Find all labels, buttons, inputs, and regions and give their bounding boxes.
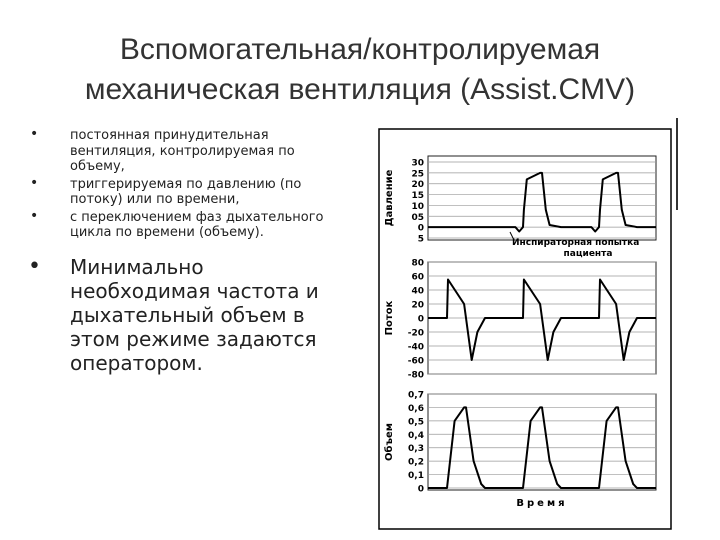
bullet-item-main: [26, 255, 326, 375]
tick-label-volume: 0,7: [408, 390, 424, 401]
bullet-text: с переключением фаз дыхательного цикла по времени (объему).: [70, 209, 324, 240]
tick-label-pressure: 15: [411, 191, 424, 202]
tick-label-volume: 0,3: [408, 444, 424, 455]
annotation-text-1: Инспираторная попытка: [512, 238, 640, 248]
tick-label-flow: -60: [407, 356, 424, 367]
bullet-text: постоянная принудительная вентиляция, контролируемая по объему,: [70, 128, 295, 174]
bullet-dot-icon: •: [30, 126, 39, 142]
bullet-list: [26, 128, 326, 375]
tick-label-pressure: 10: [411, 201, 424, 212]
bullet-dot-icon: •: [30, 207, 39, 224]
tick-label-volume: 0,4: [408, 430, 424, 441]
bullet-dot-icon: •: [28, 253, 41, 279]
waveform-flow: [428, 280, 656, 361]
tick-label-pressure: 20: [411, 180, 424, 191]
ylabel-pressure: Давление: [384, 169, 395, 227]
ylabel-flow: Поток: [384, 300, 395, 336]
tick-label-flow: 40: [411, 286, 424, 297]
tick-label-flow: 80: [411, 258, 424, 269]
tick-label-pressure: 05: [411, 212, 424, 223]
ventilation-figure: [378, 128, 678, 532]
tick-label-flow: -80: [407, 370, 424, 381]
tick-label-volume: 0,2: [408, 457, 424, 468]
bullet-dot-icon: •: [30, 174, 39, 191]
tick-label-flow: 60: [411, 272, 424, 283]
slide-title: [20, 30, 700, 110]
tick-label-pressure: 25: [411, 169, 424, 180]
ylabel-volume: Объем: [384, 423, 395, 461]
tick-label-volume: 0,6: [408, 403, 424, 414]
xlabel-time: Время: [516, 498, 568, 509]
title-line-1: Вспомогательная/контролируемая: [119, 33, 601, 66]
bullet-text: триггерируемая по давлению (по потоку) или по времени,: [70, 176, 302, 207]
waveform-pressure: [428, 173, 656, 232]
bullet-item: [26, 174, 326, 208]
annotation-text-2: пациента: [563, 249, 613, 259]
tick-label-flow: -40: [407, 342, 424, 353]
tick-label-volume: 0,1: [408, 471, 424, 482]
tick-label-volume: 0,5: [408, 417, 424, 428]
bullet-item: [26, 207, 326, 241]
tick-label-flow: -20: [407, 328, 424, 339]
tick-label-pressure: 0: [417, 223, 424, 234]
tick-label-pressure: 5: [417, 234, 424, 245]
waveform-diagram: [378, 128, 678, 532]
tick-label-flow: 0: [417, 314, 424, 325]
tick-label-pressure: 30: [411, 158, 424, 169]
tick-label-volume: 0: [417, 484, 424, 495]
tick-label-flow: 20: [411, 300, 424, 311]
bullet-text-main: Минимально необходимая частота и дыхательный объем в этом режиме задаются оператором.: [70, 254, 319, 375]
title-line-2: механическая вентиляция (Assist.CMV): [84, 73, 636, 106]
bullet-item: [26, 128, 326, 175]
